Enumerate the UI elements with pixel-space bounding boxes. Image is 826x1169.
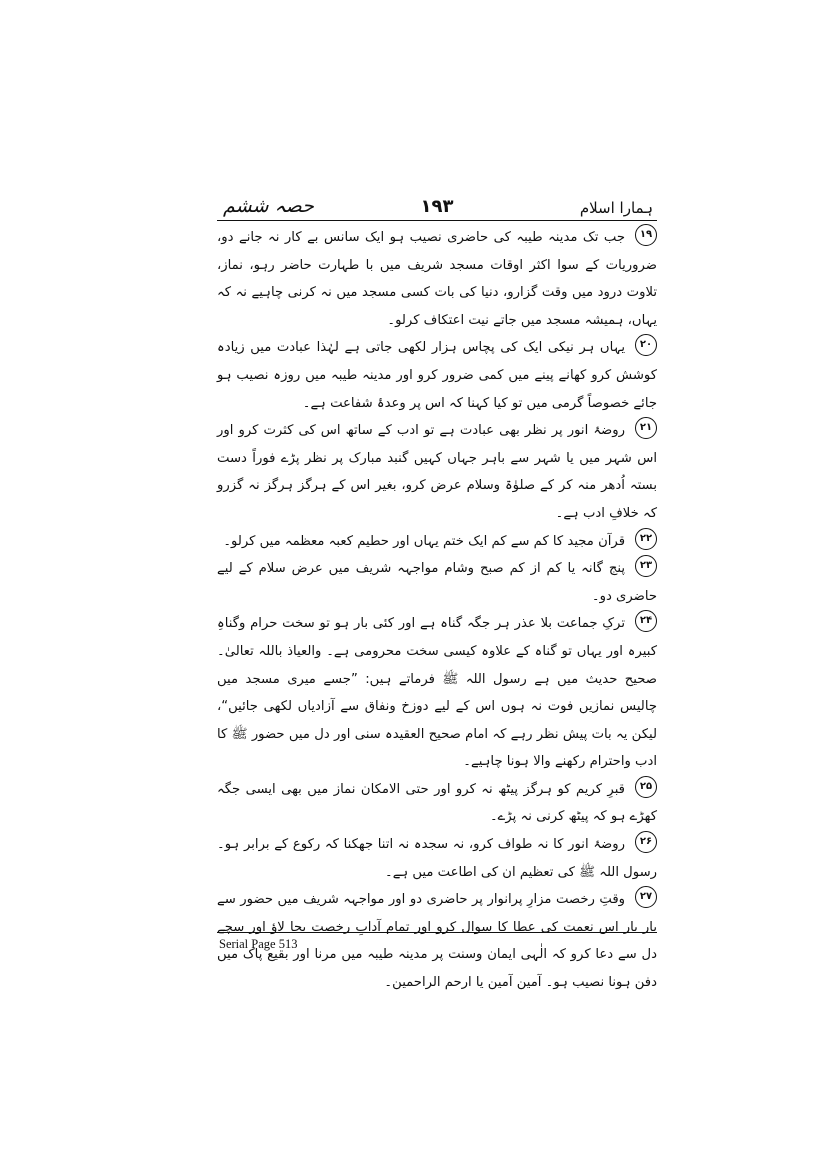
page-body: [217, 224, 657, 997]
paragraph-number-circle: ۲۰: [635, 334, 657, 356]
paragraph-number-circle: ۲۱: [635, 417, 657, 439]
paragraph-text: یہاں ہر نیکی ایک کی پچاس ہزار لکھی جاتی ہے لہٰذا عبادت میں زیادہ کوشش کرو کھانے پینے میں کمی ضرور کرو اور مدینہ طیبہ میں روزہ نصیب ہو جائے خصوصاً گرمی میں تو کیا کہنا کہ اس پر وعدۂ شفاعت ہے۔: [217, 340, 657, 411]
page-header: [217, 188, 657, 221]
serial-page-label: Serial Page 513: [219, 937, 298, 951]
paragraph-21: [217, 417, 657, 527]
paragraph-number-circle: ۲۲: [635, 528, 657, 550]
paragraph-24: [217, 610, 657, 776]
paragraph-text: قبرِ کریم کو ہرگز پیٹھ نہ کرو اور حتی الامکان نماز میں بھی ایسی جگہ کھڑے ہو کہ پیٹھ کرنی نہ پڑے۔: [217, 781, 657, 825]
book-title: ہمارا اسلام: [579, 199, 653, 217]
paragraph-19: [217, 224, 657, 334]
paragraph-text: وقتِ رخصت مزارِ پرانوار پر حاضری دو اور مواجہہ شریف میں حضور سے بار بار اس نعمت کی عطا کا سوال کرو اور تمام آدابِ رخصت بجا لاؤ اور سچے دل سے دعا کرو کہ الٰہی ایمان وسنت پر مدینہ طیبہ میں مرنا اور بقیع پاک میں دفن ہونا نصیب ہو۔ آمین آمین یا ارحم الراحمین۔: [217, 892, 657, 991]
paragraph-number-circle: ۲۶: [635, 831, 657, 853]
paragraph-22: [217, 528, 657, 556]
paragraph-number-circle: ۱۹: [635, 224, 657, 246]
paragraph-20: [217, 334, 657, 417]
paragraph-text: پنج گانہ یا کم از کم صبح وشام مواجہہ شریف میں عرض سلام کے لیے حاضری دو۔: [217, 561, 657, 604]
paragraph-25: [217, 776, 657, 831]
paragraph-number-circle: ۲۳: [635, 555, 657, 577]
paragraph-text: روضۂ انور پر نظر بھی عبادت ہے تو ادب کے ساتھ اس کی کثرت کرو اور اس شہر میں یا شہر سے باہر جہاں کہیں گنبد مبارک پر نظر پڑے فوراً دست بستہ اُدھر منہ کر کے صلوٰۃ وسلام عرض کرو، بغیر اس کے ہرگز ہرگز نہ گزرو کہ خلافِ ادب ہے۔: [217, 423, 657, 521]
paragraph-text: ترکِ جماعت بلا عذر ہر جگہ گناہ ہے اور کئی بار ہو تو سخت حرام وگناہِ کبیرہ اور یہاں تو گناہ کے علاوہ کیسی سخت محرومی ہے۔ والعیاذ باللہ تعالیٰ۔ صحیح حدیث میں ہے رسول اللہ ﷺ فرماتے ہیں: ”جسے میری مسجد میں چالیس نمازیں فوت نہ ہوں اس کے لیے دوزخ ونفاق سے آزادیاں لکھی جائیں“، لیکن یہ بات پیش نظر رہے کہ امام صحیح العقیدہ سنی اور دل میں حضور ﷺ کا ادب واحترام رکھنے والا ہونا چاہیے۔: [217, 616, 657, 770]
paragraph-text: روضۂ انور کا نہ طواف کرو، نہ سجدہ نہ اتنا جھکنا کہ رکوع کے برابر ہو۔ رسول اللہ ﷺ کی تعظیم ان کی اطاعت میں ہے۔: [217, 837, 657, 880]
paragraph-text: جب تک مدینہ طیبہ کی حاضری نصیب ہو ایک سانس بے کار نہ جانے دو، ضروریات کے سوا اکثر اوقات مسجد شریف میں با طہارت حاضر رہو، نماز، تلاوت درود میں وقت گزارو، دنیا کی بات کسی مسجد میں نہ کرنی چاہیے نہ کہ یہاں، ہمیشہ مسجد میں جاتے نیت اعتکاف کرلو۔: [217, 230, 657, 328]
page-number: ۱۹۳: [420, 196, 454, 217]
section-label: حصہ ششم: [223, 195, 314, 217]
paragraph-23: [217, 555, 657, 610]
paragraph-text: قرآن مجید کا کم سے کم ایک ختم یہاں اور حطیم کعبہ معظمہ میں کرلو۔: [223, 533, 625, 549]
paragraph-number-circle: ۲۷: [635, 886, 657, 908]
paragraph-number-circle: ۲۵: [635, 776, 657, 798]
paragraph-number-circle: ۲۴: [635, 610, 657, 632]
footer-divider: [217, 932, 657, 933]
paragraph-26: [217, 831, 657, 886]
book-page: [217, 188, 657, 991]
